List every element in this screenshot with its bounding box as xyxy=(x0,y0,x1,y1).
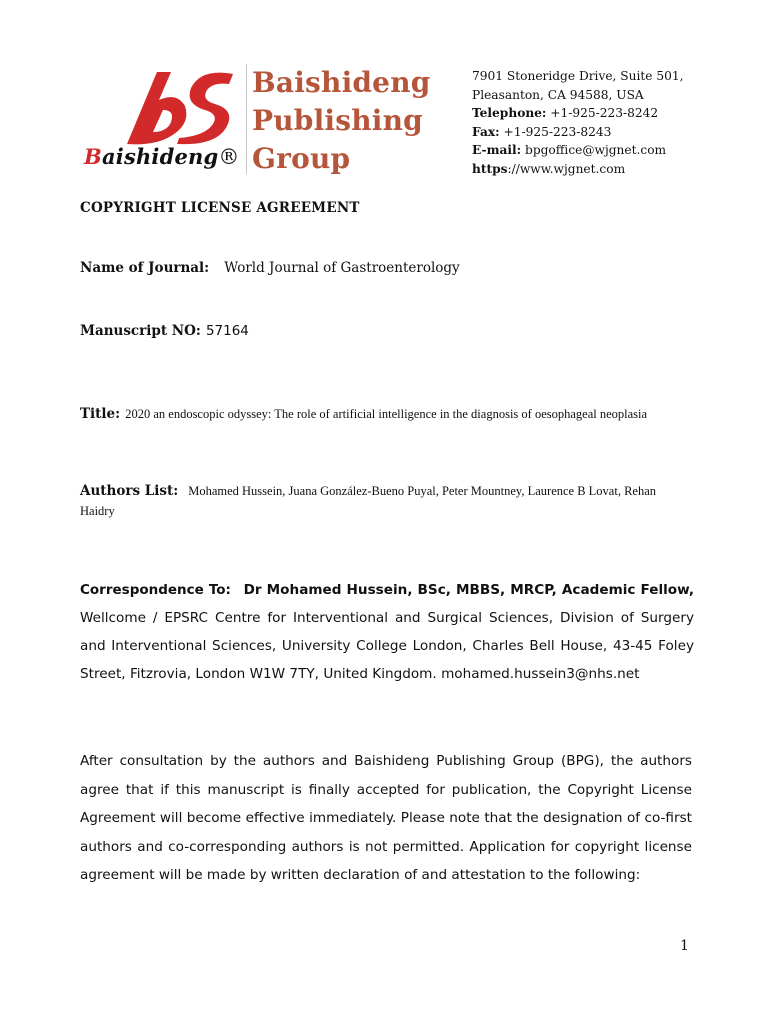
correspondence-address: Wellcome / EPSRC Centre for Interventional and Surgical Sciences, Division of Surgery and Interventional Sciences, University College London, Charles Bell House, 43-45 Foley Street, Fitzrovia, London W1W 7TY, United Kingdom. mohamed.hussein3@nhs.net xyxy=(80,610,694,682)
brand-line-2: Publishing xyxy=(252,104,423,137)
logo-wordmark: Baishideng® xyxy=(84,144,240,169)
correspondence-label: Correspondence To: xyxy=(80,582,231,598)
title-label: Title: xyxy=(80,406,121,422)
address-email[interactable]: E-mail: bpgoffice@wjgnet.com xyxy=(472,143,667,158)
title-row xyxy=(80,403,647,422)
journal-row xyxy=(80,257,460,276)
address-street: 7901 Stoneridge Drive, Suite 501, xyxy=(472,69,684,83)
publisher-logo xyxy=(80,60,450,180)
manuscript-value: 57164 xyxy=(205,323,249,339)
bs-logo-icon xyxy=(105,66,245,146)
manuscript-label: Manuscript NO: xyxy=(80,323,201,339)
address-city: Pleasanton, CA 94588, USA xyxy=(472,87,644,102)
correspondence-block xyxy=(80,576,694,688)
body-paragraph: After consultation by the authors and Baishideng Publishing Group (BPG), the authors agree that if this manuscript is finally accepted for publication, the Copyright License Agreement will become effective immediately. Please note that the designation of co-first authors and co-corresponding authors is not permitted. Application for copyright license agreement will be made by written declaration of and attestation to the following: xyxy=(80,753,692,883)
page-title: COPYRIGHT LICENSE AGREEMENT xyxy=(80,200,360,216)
correspondence-name: Dr Mohamed Hussein, BSc, MBBS, MRCP, Academic Fellow, xyxy=(243,582,695,598)
authors-row xyxy=(80,481,692,521)
logo-divider xyxy=(246,64,247,174)
authors-label: Authors List: xyxy=(80,483,179,499)
address-telephone: Telephone: +1-925-223-8242 xyxy=(472,106,659,121)
authors-value: Mohamed Hussein, Juana González-Bueno Puyal, Peter Mountney, Laurence B Lovat, Rehan Haidry xyxy=(80,484,657,518)
address-website[interactable]: https://www.wjgnet.com xyxy=(472,161,626,176)
brand-line-3: Group xyxy=(252,142,351,175)
title-value: 2020 an endoscopic odyssey: The role of artificial intelligence in the diagnosis of oesophageal neoplasia xyxy=(125,407,648,421)
journal-label: Name of Journal: xyxy=(80,260,210,276)
journal-value: World Journal of Gastroenterology xyxy=(224,260,460,276)
publisher-address xyxy=(472,67,762,179)
brand-line-1: Baishideng xyxy=(252,66,431,99)
page-number: 1 xyxy=(680,938,689,954)
address-fax: Fax: +1-925-223-8243 xyxy=(472,124,612,139)
manuscript-row xyxy=(80,320,249,339)
